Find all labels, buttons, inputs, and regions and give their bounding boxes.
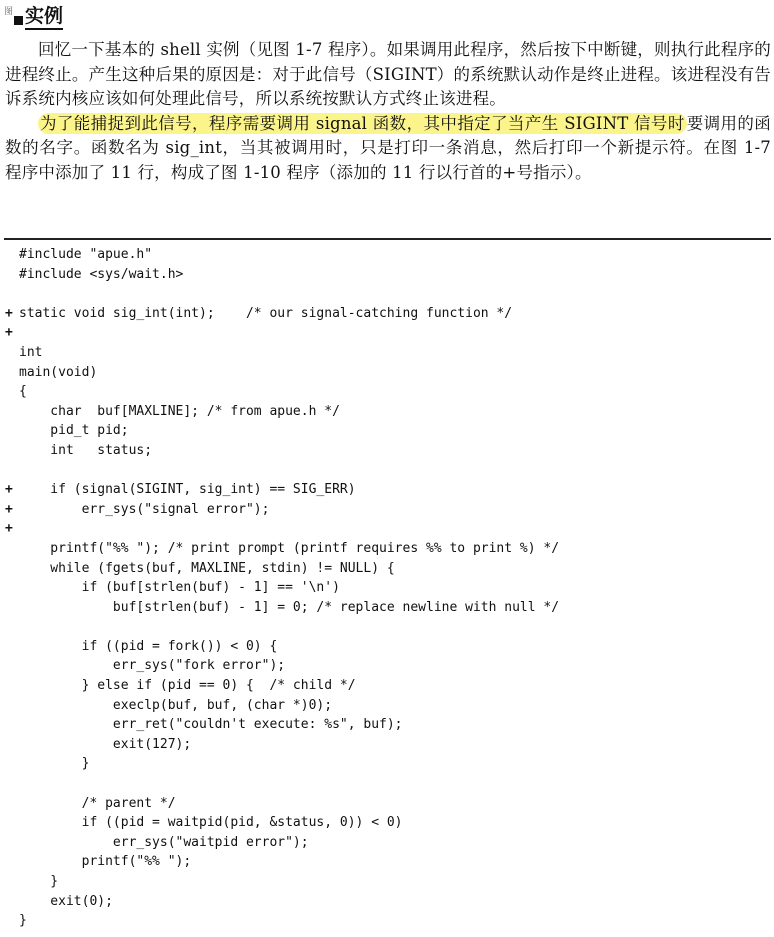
added-line-marker (5, 441, 19, 461)
code-text: #include <sys/wait.h> (19, 266, 184, 282)
added-line-marker (5, 402, 19, 422)
code-line (5, 480, 771, 500)
code-line (5, 441, 771, 461)
highlighted-sentence: 为了能捕捉到此信号，程序需要调用 signal 函数，其中指定了当产生 SIGINT 信号时 (40, 113, 685, 133)
added-line-marker (5, 676, 19, 696)
code-line (5, 284, 771, 304)
code-text: } (19, 756, 90, 772)
code-line (5, 794, 771, 814)
added-line-marker (5, 539, 19, 559)
added-line-marker (5, 852, 19, 872)
code-text: err_sys("waitpid error"); (19, 834, 309, 850)
code-text: /* parent */ (19, 795, 176, 811)
added-line-marker (5, 421, 19, 441)
code-line (5, 519, 771, 539)
code-text: #include "apue.h" (19, 247, 153, 262)
added-line-marker (5, 559, 19, 579)
added-line-marker (5, 794, 19, 814)
paragraph-2-text: 要调用的函数的名字。函数名为 sig_int，当其被调用时，只是打印一条消息，然后打印一个新提示符。在图 1-7 程序中添加了 11 行，构成了图 1-10 程序（添加的 11 行以行首的+号指示）。 (5, 113, 771, 182)
added-line-marker: + (5, 482, 13, 498)
code-text: if (buf[strlen(buf) - 1] == '\n') (19, 580, 340, 596)
paragraph-1 (5, 38, 771, 112)
heading-square-bullet (14, 16, 23, 25)
code-line (5, 813, 771, 833)
code-line (5, 617, 771, 637)
added-line-marker (5, 245, 19, 265)
code-text: buf[strlen(buf) - 1] = 0; /* replace newline with null */ (19, 599, 560, 615)
code-line (5, 872, 771, 892)
added-line-marker (5, 578, 19, 598)
code-line (5, 304, 771, 324)
code-text: int (19, 344, 43, 360)
code-line (5, 559, 771, 579)
code-line (5, 578, 771, 598)
added-line-marker (5, 461, 19, 481)
section-heading (4, 2, 63, 30)
added-line-marker (5, 656, 19, 676)
added-line-marker (5, 872, 19, 892)
added-line-marker (5, 343, 19, 363)
code-line (5, 676, 771, 696)
code-line (5, 421, 771, 441)
code-text: while (fgets(buf, MAXLINE, stdin) != NULL) { (19, 560, 395, 576)
code-text: if ((pid = waitpid(pid, &status, 0)) < 0) (19, 815, 403, 831)
code-line (5, 461, 771, 481)
added-line-marker (5, 813, 19, 833)
code-line (5, 598, 771, 618)
code-text: { (19, 384, 27, 400)
added-line-marker (5, 892, 19, 912)
added-line-marker (5, 774, 19, 794)
paragraph-1-text: 回忆一下基本的 shell 实例（见图 1-7 程序）。如果调用此程序，然后按下中断键，则执行此程序的进程终止。产生这种后果的原因是：对于此信号（SIGINT）的系统默认动作是终止进程。该进程没有告诉系统内核应该如何处理此信号，所以系统按默认方式终止该进程。 (5, 40, 771, 108)
code-line (5, 402, 771, 422)
added-line-marker: + (5, 325, 13, 341)
code-text: printf("%% "); (19, 854, 192, 870)
code-line (5, 696, 771, 716)
heading-marker: 图 (4, 7, 14, 17)
added-line-marker: + (5, 521, 13, 537)
added-line-marker (5, 284, 19, 304)
code-line (5, 715, 771, 735)
code-line (5, 245, 771, 265)
code-text: if (signal(SIGINT, sig_int) == SIG_ERR) (19, 482, 356, 498)
code-text: exit(127); (19, 736, 192, 752)
code-text: err_ret("couldn't execute: %s", buf); (19, 717, 403, 733)
code-line (5, 539, 771, 559)
added-line-marker: + (5, 305, 13, 321)
code-text: } (19, 874, 59, 889)
code-line (5, 343, 771, 363)
added-line-marker (5, 735, 19, 755)
heading-title: 实例 (25, 4, 63, 30)
body-text (5, 38, 771, 185)
added-line-marker (5, 715, 19, 735)
code-text: err_sys("fork error"); (19, 658, 286, 674)
code-line (5, 265, 771, 285)
code-text: char buf[MAXLINE]; /* from apue.h */ (19, 403, 340, 419)
code-line (5, 754, 771, 774)
added-line-marker (5, 265, 19, 285)
added-line-marker (5, 598, 19, 618)
code-line (5, 656, 771, 676)
added-line-marker (5, 617, 19, 637)
code-line (5, 637, 771, 657)
code-line (5, 363, 771, 383)
code-line (5, 892, 771, 912)
added-line-marker (5, 363, 19, 383)
added-line-marker (5, 911, 19, 931)
code-text: execlp(buf, buf, (char *)0); (19, 697, 333, 713)
code-divider (4, 238, 771, 240)
code-text: } (19, 913, 27, 929)
code-text: static void sig_int(int); /* our signal-catching function */ (19, 305, 513, 321)
code-line (5, 833, 771, 853)
code-text: if ((pid = fork()) < 0) { (19, 638, 278, 654)
code-text: main(void) (19, 364, 98, 380)
code-line (5, 735, 771, 755)
code-line (5, 500, 771, 520)
code-listing (5, 245, 771, 931)
added-line-marker (5, 382, 19, 402)
code-line (5, 852, 771, 872)
code-line (5, 382, 771, 402)
code-line (5, 323, 771, 343)
code-text: exit(0); (19, 893, 113, 909)
added-line-marker (5, 696, 19, 716)
code-text: } else if (pid == 0) { /* child */ (19, 678, 356, 694)
added-line-marker (5, 637, 19, 657)
paragraph-2 (5, 112, 771, 186)
code-line (5, 774, 771, 794)
added-line-marker (5, 833, 19, 853)
code-text: pid_t pid; (19, 423, 129, 439)
code-text: printf("%% "); /* print prompt (printf requires %% to print %) */ (19, 540, 560, 556)
added-line-marker: + (5, 501, 13, 517)
code-text: err_sys("signal error"); (19, 501, 270, 517)
added-line-marker (5, 754, 19, 774)
code-text: int status; (19, 442, 153, 458)
code-line (5, 911, 771, 931)
